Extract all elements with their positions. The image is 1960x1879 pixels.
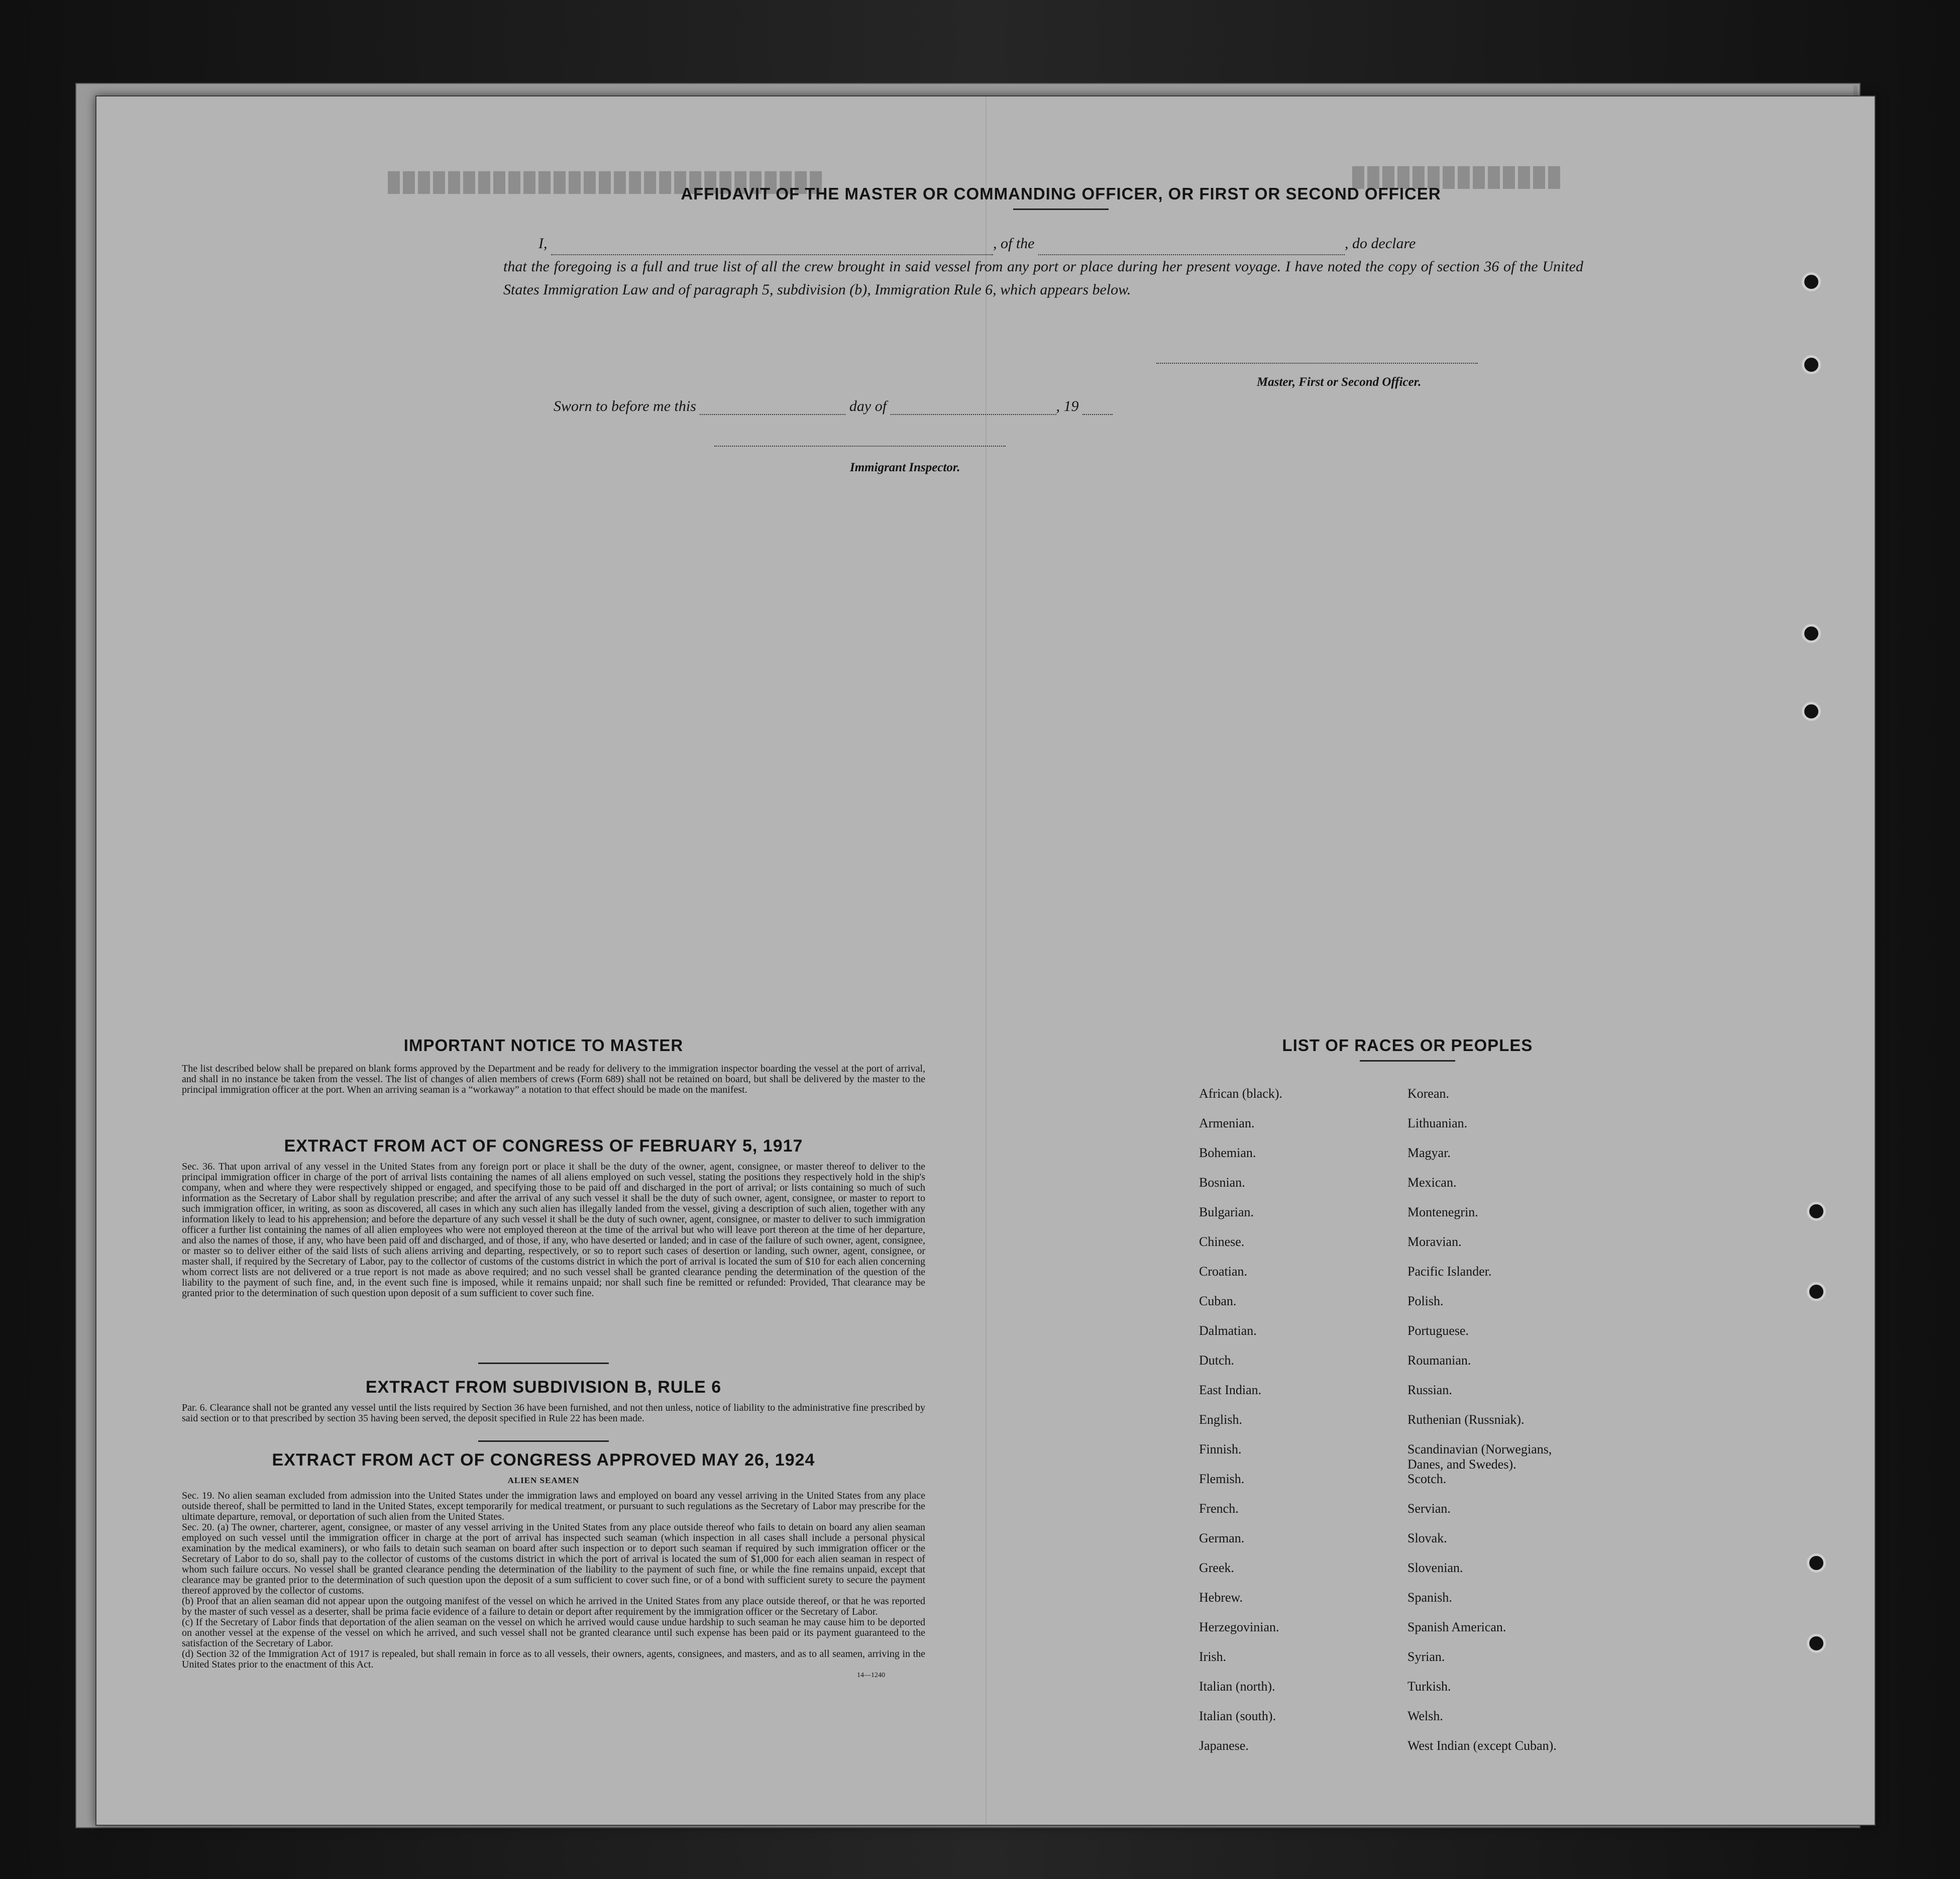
bleed-through-text: █████████████████████████████ <box>388 172 825 194</box>
race-item: Bohemian. <box>1199 1145 1256 1160</box>
declare-label: , do declare <box>1345 235 1416 252</box>
master-signature-label: Master, First or Second Officer. <box>1257 375 1422 389</box>
race-item: Korean. <box>1407 1086 1450 1101</box>
punch-hole <box>1807 1634 1826 1653</box>
punch-hole <box>1807 1202 1826 1221</box>
race-item: Italian (north). <box>1199 1679 1275 1694</box>
sec20d-text: (d) Section 32 of the Immigration Act of 1917 is repealed, but shall remain in force as to all vessels, their owners, agents, consignees, and masters, and as to all seamen, arriving in the United States prior to the enactment of this Act. <box>182 1648 925 1670</box>
race-item: African (black). <box>1199 1086 1283 1101</box>
race-item: Italian (south). <box>1199 1709 1276 1723</box>
race-item: Polish. <box>1407 1294 1444 1308</box>
sec19-text: Sec. 19. No alien seaman excluded from admission into the United States under the immigration laws and employed on board any vessel arriving in the United States from any place outside thereof, shall be permitted to land in the United States, except temporarily for medical treatment, or pursuant to such regulations as the Secretary of Labor may prescribe for the ultimate departure, removal, or deportation of such alien from the United States. <box>182 1490 925 1522</box>
race-item: West Indian (except Cuban). <box>1407 1738 1557 1753</box>
race-item: Greek. <box>1199 1560 1235 1575</box>
alien-seamen-subtitle: ALIEN SEAMEN <box>507 1476 580 1485</box>
race-item: Welsh. <box>1407 1709 1443 1723</box>
race-item: Spanish. <box>1407 1590 1452 1605</box>
document-page <box>95 95 1876 1826</box>
sworn-year-label: , 19 <box>1056 398 1079 414</box>
race-item: Mexican. <box>1407 1175 1457 1190</box>
master-signature-line <box>1156 363 1478 364</box>
race-item: Dutch. <box>1199 1353 1235 1368</box>
race-item: East Indian. <box>1199 1383 1262 1397</box>
race-item: Chinese. <box>1199 1234 1245 1249</box>
sworn-year-blank <box>1082 400 1113 415</box>
form-number: 14—1240 <box>857 1672 885 1679</box>
race-item: German. <box>1199 1531 1245 1545</box>
race-item: Scandinavian (Norwegians, Danes, and Swedes). <box>1407 1442 1552 1472</box>
race-item: Bosnian. <box>1199 1175 1245 1190</box>
affidavit-body <box>503 232 1583 301</box>
punch-hole <box>1802 624 1821 643</box>
race-item: Syrian. <box>1407 1649 1445 1664</box>
notice-body: The list described below shall be prepared on blank forms approved by the Department and be ready for delivery to the immigration inspector boarding the vessel at the port of arrival, and shall in no instance be taken from the vessel. The list of changes of alien members of crews (Form 689) shall not be retained on board, but shall be delivered by the master to the principal immigration officer at the port. When an arriving seaman is a “workaway” a notation to that effect should be made on the manifest. <box>182 1063 925 1095</box>
bleed-through-text: ██████████████ <box>1352 167 1564 189</box>
race-item: Dalmatian. <box>1199 1323 1257 1338</box>
race-item: Japanese. <box>1199 1738 1249 1753</box>
sworn-month-blank <box>891 400 1056 415</box>
race-item: Servian. <box>1407 1501 1451 1516</box>
race-item: Slovenian. <box>1407 1560 1463 1575</box>
affidavit-i-label: I, <box>538 235 548 252</box>
rule6-title: EXTRACT FROM SUBDIVISION B, RULE 6 <box>365 1378 722 1397</box>
rule6-body: Par. 6. Clearance shall not be granted any vessel until the lists required by Section 36 have been furnished, and not then unless, notice of liability to the administrative fine prescribed by said section or to that prescribed by section 35 having been served, the deposit specified in Rule 22 has been made. <box>182 1402 925 1424</box>
title-underline <box>1013 208 1109 210</box>
race-item: Scotch. <box>1407 1472 1447 1486</box>
race-item: Armenian. <box>1199 1116 1255 1130</box>
race-item: Turkish. <box>1407 1679 1451 1694</box>
race-item: Montenegrin. <box>1407 1205 1478 1219</box>
race-item: Croatian. <box>1199 1264 1248 1279</box>
race-item: Hebrew. <box>1199 1590 1243 1605</box>
race-item: Portuguese. <box>1407 1323 1469 1338</box>
punch-hole <box>1802 355 1821 374</box>
race-item: French. <box>1199 1501 1239 1516</box>
punch-hole <box>1802 272 1821 291</box>
race-item: Ruthenian (Russniak). <box>1407 1412 1525 1427</box>
sec20c-text: (c) If the Secretary of Labor finds that deportation of the alien seaman on the vessel on which he arrived would cause undue hardship to such seaman he may cause him to be deported on another vessel at the expense of the vessel on which he arrived, and such vessel shall not be granted clearance until such expense has been paid or its payment guaranteed to the satisfaction of the Secretary of Labor. <box>182 1617 925 1649</box>
inspector-signature-label: Immigrant Inspector. <box>850 461 960 474</box>
affidavit-line-1 <box>503 232 1583 255</box>
sec20a-text: Sec. 20. (a) The owner, charterer, agent, consignee, or master of any vessel arriving in the United States from any place outside thereof who fails to detain on board any alien seaman employed on such vessel until the immigration officer in charge at the port of arrival has inspected such seaman (which inspection in all cases shall include a personal physical examination by the medical examiners), or who fails to detain such seaman on board after such inspection or to deport such seaman if required by such immigration officer or the Secretary of Labor to do so, shall pay to the collector of customs of the customs district in which the port of arrival is located the sum of $1,000 for each alien seaman in respect of whom such failure occurs. No vessel shall be granted clearance pending the determination of the liability to the payment of such fine, or while the fine remains unpaid, except that clearance may be granted prior to the determination of such question upon the deposit of a sum sufficient to cover such fine, or of a bond with sufficient surety to secure the payment thereof approved by the collector of customs. <box>182 1522 925 1596</box>
extract-1917-body: Sec. 36. That upon arrival of any vessel in the United States from any foreign port or place it shall be the duty of the owner, agent, consignee, or master thereof to deliver to the principal immigration officer in charge of the port of arrival lists containing the names of all aliens employed on such vessel, stating the positions they respectively hold in the ship's company, when and where they were respectively shipped or engaged, and specifying those to be paid off and discharged in the port of arrival; or lists containing so much of such information as the Secretary of Labor shall by regulation prescribe; and after the arrival of any such vessel it shall be the duty of such owner, agent, consignee, or master to report to such immigration officer, in writing, as soon as discovered, all cases in which any such alien has illegally landed from the vessel, giving a description of such alien, together with any information likely to lead to his apprehension; and before the departure of any such vessel it shall be the duty of such owner, agent, consignee, or master to deliver to such immigration officer a further list containing the names of all alien employees who were not employed thereon at the time of the arrival but who will leave port thereon at the time of her departure, and also the names of those, if any, who have been paid off and discharged, and of those, if any, who have deserted or landed; and in case of the failure of such owner, agent, consignee, or master so to deliver either of the said lists of such aliens arriving and departing, respectively, or so to report such cases of desertion or landing, such owner, agent, consignee, or master shall, if required by the Secretary of Labor, pay to the collector of customs of the customs district in which the port of arrival is located the sum of $10 for each alien concerning whom correct lists are not delivered or a true report is not made as above required; and no such vessel shall be granted clearance pending the determination of the question of the liability to the payment of such fine, and, in the event such fine is imposed, while it remains unpaid; nor shall such fine be remitted or refunded: Provided, That clearance may be granted prior to the determination of such question upon deposit of a sum sufficient to cover such fine. <box>182 1161 925 1299</box>
vessel-blank <box>1038 240 1345 255</box>
section-divider <box>478 1363 609 1364</box>
races-title-underline <box>1360 1060 1455 1062</box>
races-right-column <box>1407 1086 1557 1768</box>
sworn-day-blank <box>700 400 845 415</box>
race-item: Lithuanian. <box>1407 1116 1468 1130</box>
sec20b-text: (b) Proof that an alien seaman did not appear upon the outgoing manifest of the vessel on which he arrived in the United States from any place outside thereof, or that he was reported by the master of such vessel as a deserter, shall be prima facie evidence of a failure to detain or deport after requirement by the immigration officer or the Secretary of Labor. <box>182 1596 925 1617</box>
races-left-column <box>1199 1086 1282 1768</box>
name-blank <box>551 240 993 255</box>
race-item: Magyar. <box>1407 1145 1451 1160</box>
race-item: Russian. <box>1407 1383 1452 1397</box>
race-item: Herzegovinian. <box>1199 1620 1279 1634</box>
race-item: English. <box>1199 1412 1242 1427</box>
race-item: Finnish. <box>1199 1442 1242 1456</box>
race-item: Roumanian. <box>1407 1353 1471 1368</box>
race-item: Bulgarian. <box>1199 1205 1254 1219</box>
race-item: Moravian. <box>1407 1234 1462 1249</box>
race-item: Flemish. <box>1199 1472 1245 1486</box>
inspector-signature-line <box>714 446 1006 447</box>
punch-hole <box>1802 702 1821 721</box>
race-item: Slovak. <box>1407 1531 1447 1545</box>
sworn-line <box>554 398 1113 415</box>
extract-1917-title: EXTRACT FROM ACT OF CONGRESS OF FEBRUARY 5, 1917 <box>284 1136 803 1156</box>
race-item: Cuban. <box>1199 1294 1237 1308</box>
race-item: Spanish American. <box>1407 1620 1506 1634</box>
section-divider <box>478 1440 609 1442</box>
race-item: Pacific Islander. <box>1407 1264 1492 1279</box>
punch-hole <box>1807 1553 1826 1573</box>
affidavit-title <box>599 184 1523 210</box>
races-title <box>1181 1036 1634 1062</box>
sworn-prefix: Sworn to before me this <box>554 398 696 414</box>
of-the-label: , of the <box>993 235 1035 252</box>
sworn-day-label: day of <box>849 398 887 414</box>
race-item: Irish. <box>1199 1649 1227 1664</box>
races-title-text: LIST OF RACES OR PEOPLES <box>1282 1036 1533 1055</box>
extract-1924-body <box>182 1491 925 1681</box>
notice-title: IMPORTANT NOTICE TO MASTER <box>403 1036 684 1055</box>
extract-1924-title: EXTRACT FROM ACT OF CONGRESS APPROVED MAY 26, 1924 <box>272 1450 815 1470</box>
punch-hole <box>1807 1282 1826 1301</box>
affidavit-title-text: AFFIDAVIT OF THE MASTER OR COMMANDING OFFICER, OR FIRST OR SECOND OFFICER <box>681 184 1441 203</box>
affidavit-text: that the foregoing is a full and true list of all the crew brought in said vessel from any port or place during her present voyage. I have noted the copy of section 36 of the United States Immigration Law and of paragraph 5, subdivision (b), Immigration Rule 6, which appears below. <box>503 258 1583 298</box>
